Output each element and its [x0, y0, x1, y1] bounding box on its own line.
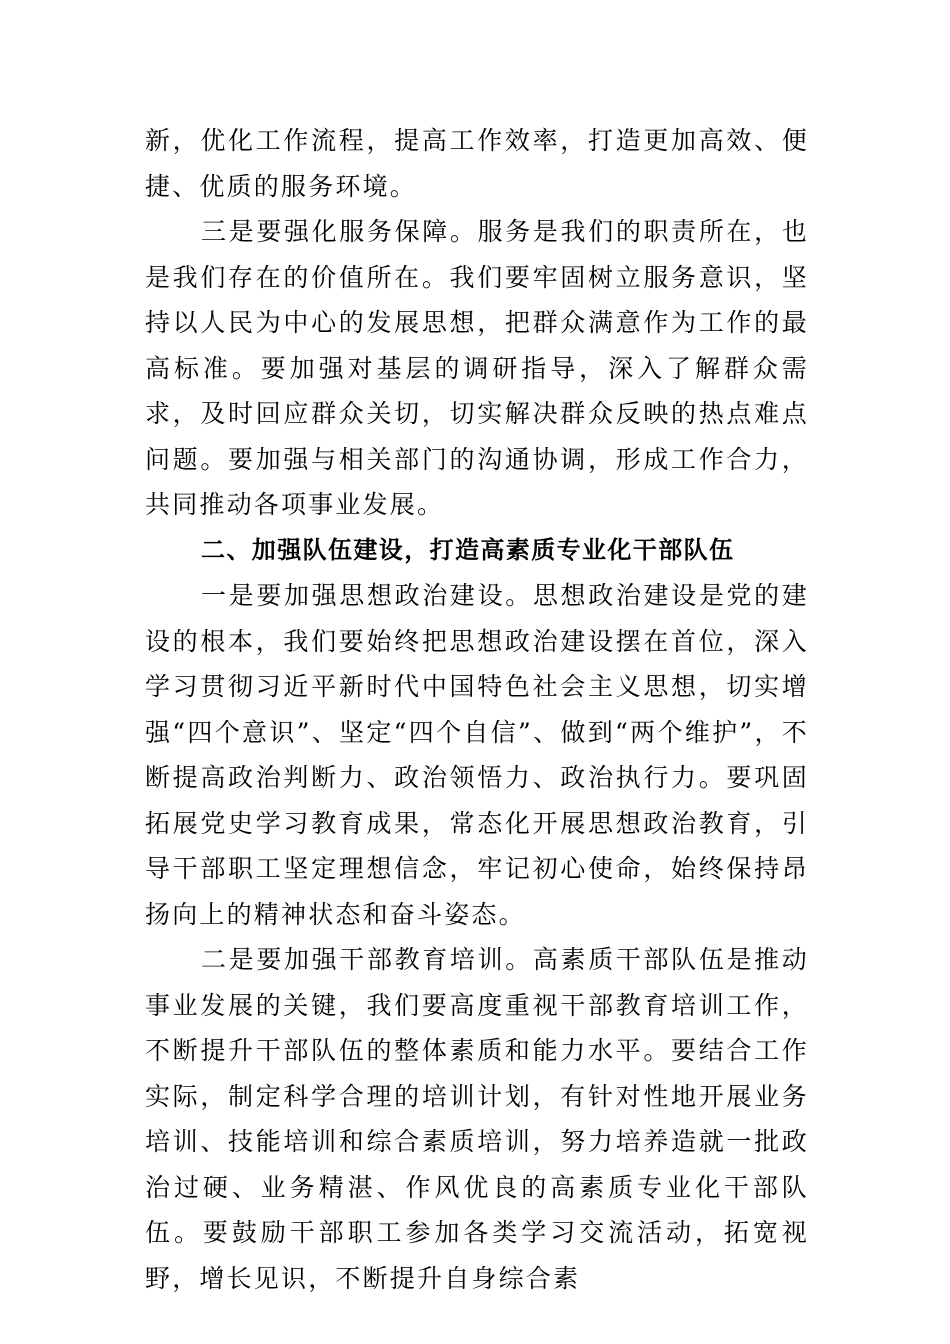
section-heading: 二、加强队伍建设，打造高素质专业化干部队伍 — [201, 535, 735, 564]
document-body — [145, 118, 809, 1301]
paragraph-continuation: 新，优化工作流程，提高工作效率，打造更加高效、便捷、优质的服务环境。 — [145, 126, 809, 201]
paragraph-service-guarantee: 三是要强化服务保障。服务是我们的职责所在，也是我们存在的价值所在。我们要牢固树立服务意识，坚持以人民为中心的发展思想，把群众满意作为工作的最高标准。要加强对基层的调研指导，深入了解群众需求，及时回应群众关切，切实解决群众反映的热点难点问题。要加强与相关部门的沟通协调，形成工作合力，共同推动各项事业发展。 — [145, 217, 809, 519]
paragraph-cadre-training: 二是要加强干部教育培训。高素质干部队伍是推动事业发展的关键，我们要高度重视干部教育培训工作，不断提升干部队伍的整体素质和能力水平。要结合工作实际，制定科学合理的培训计划，有针对性地开展业务培训、技能培训和综合素质培训，努力培养造就一批政治过硬、业务精湛、作风优良的高素质专业化干部队伍。要鼓励干部职工参加各类学习交流活动，拓宽视野，增长见识，不断提升自身综合素 — [145, 945, 809, 1293]
paragraph-political-building: 一是要加强思想政治建设。思想政治建设是党的建设的根本，我们要始终把思想政治建设摆在首位，深入学习贯彻习近平新时代中国特色社会主义思想，切实增强“四个意识”、坚定“四个自信”、做到“两个维护”，不断提高政治判断力、政治领悟力、政治执行力。要巩固拓展党史学习教育成果，常态化开展思想政治教育，引导干部职工坚定理想信念，牢记初心使命，始终保持昂扬向上的精神状态和奋斗姿态。 — [145, 581, 809, 929]
